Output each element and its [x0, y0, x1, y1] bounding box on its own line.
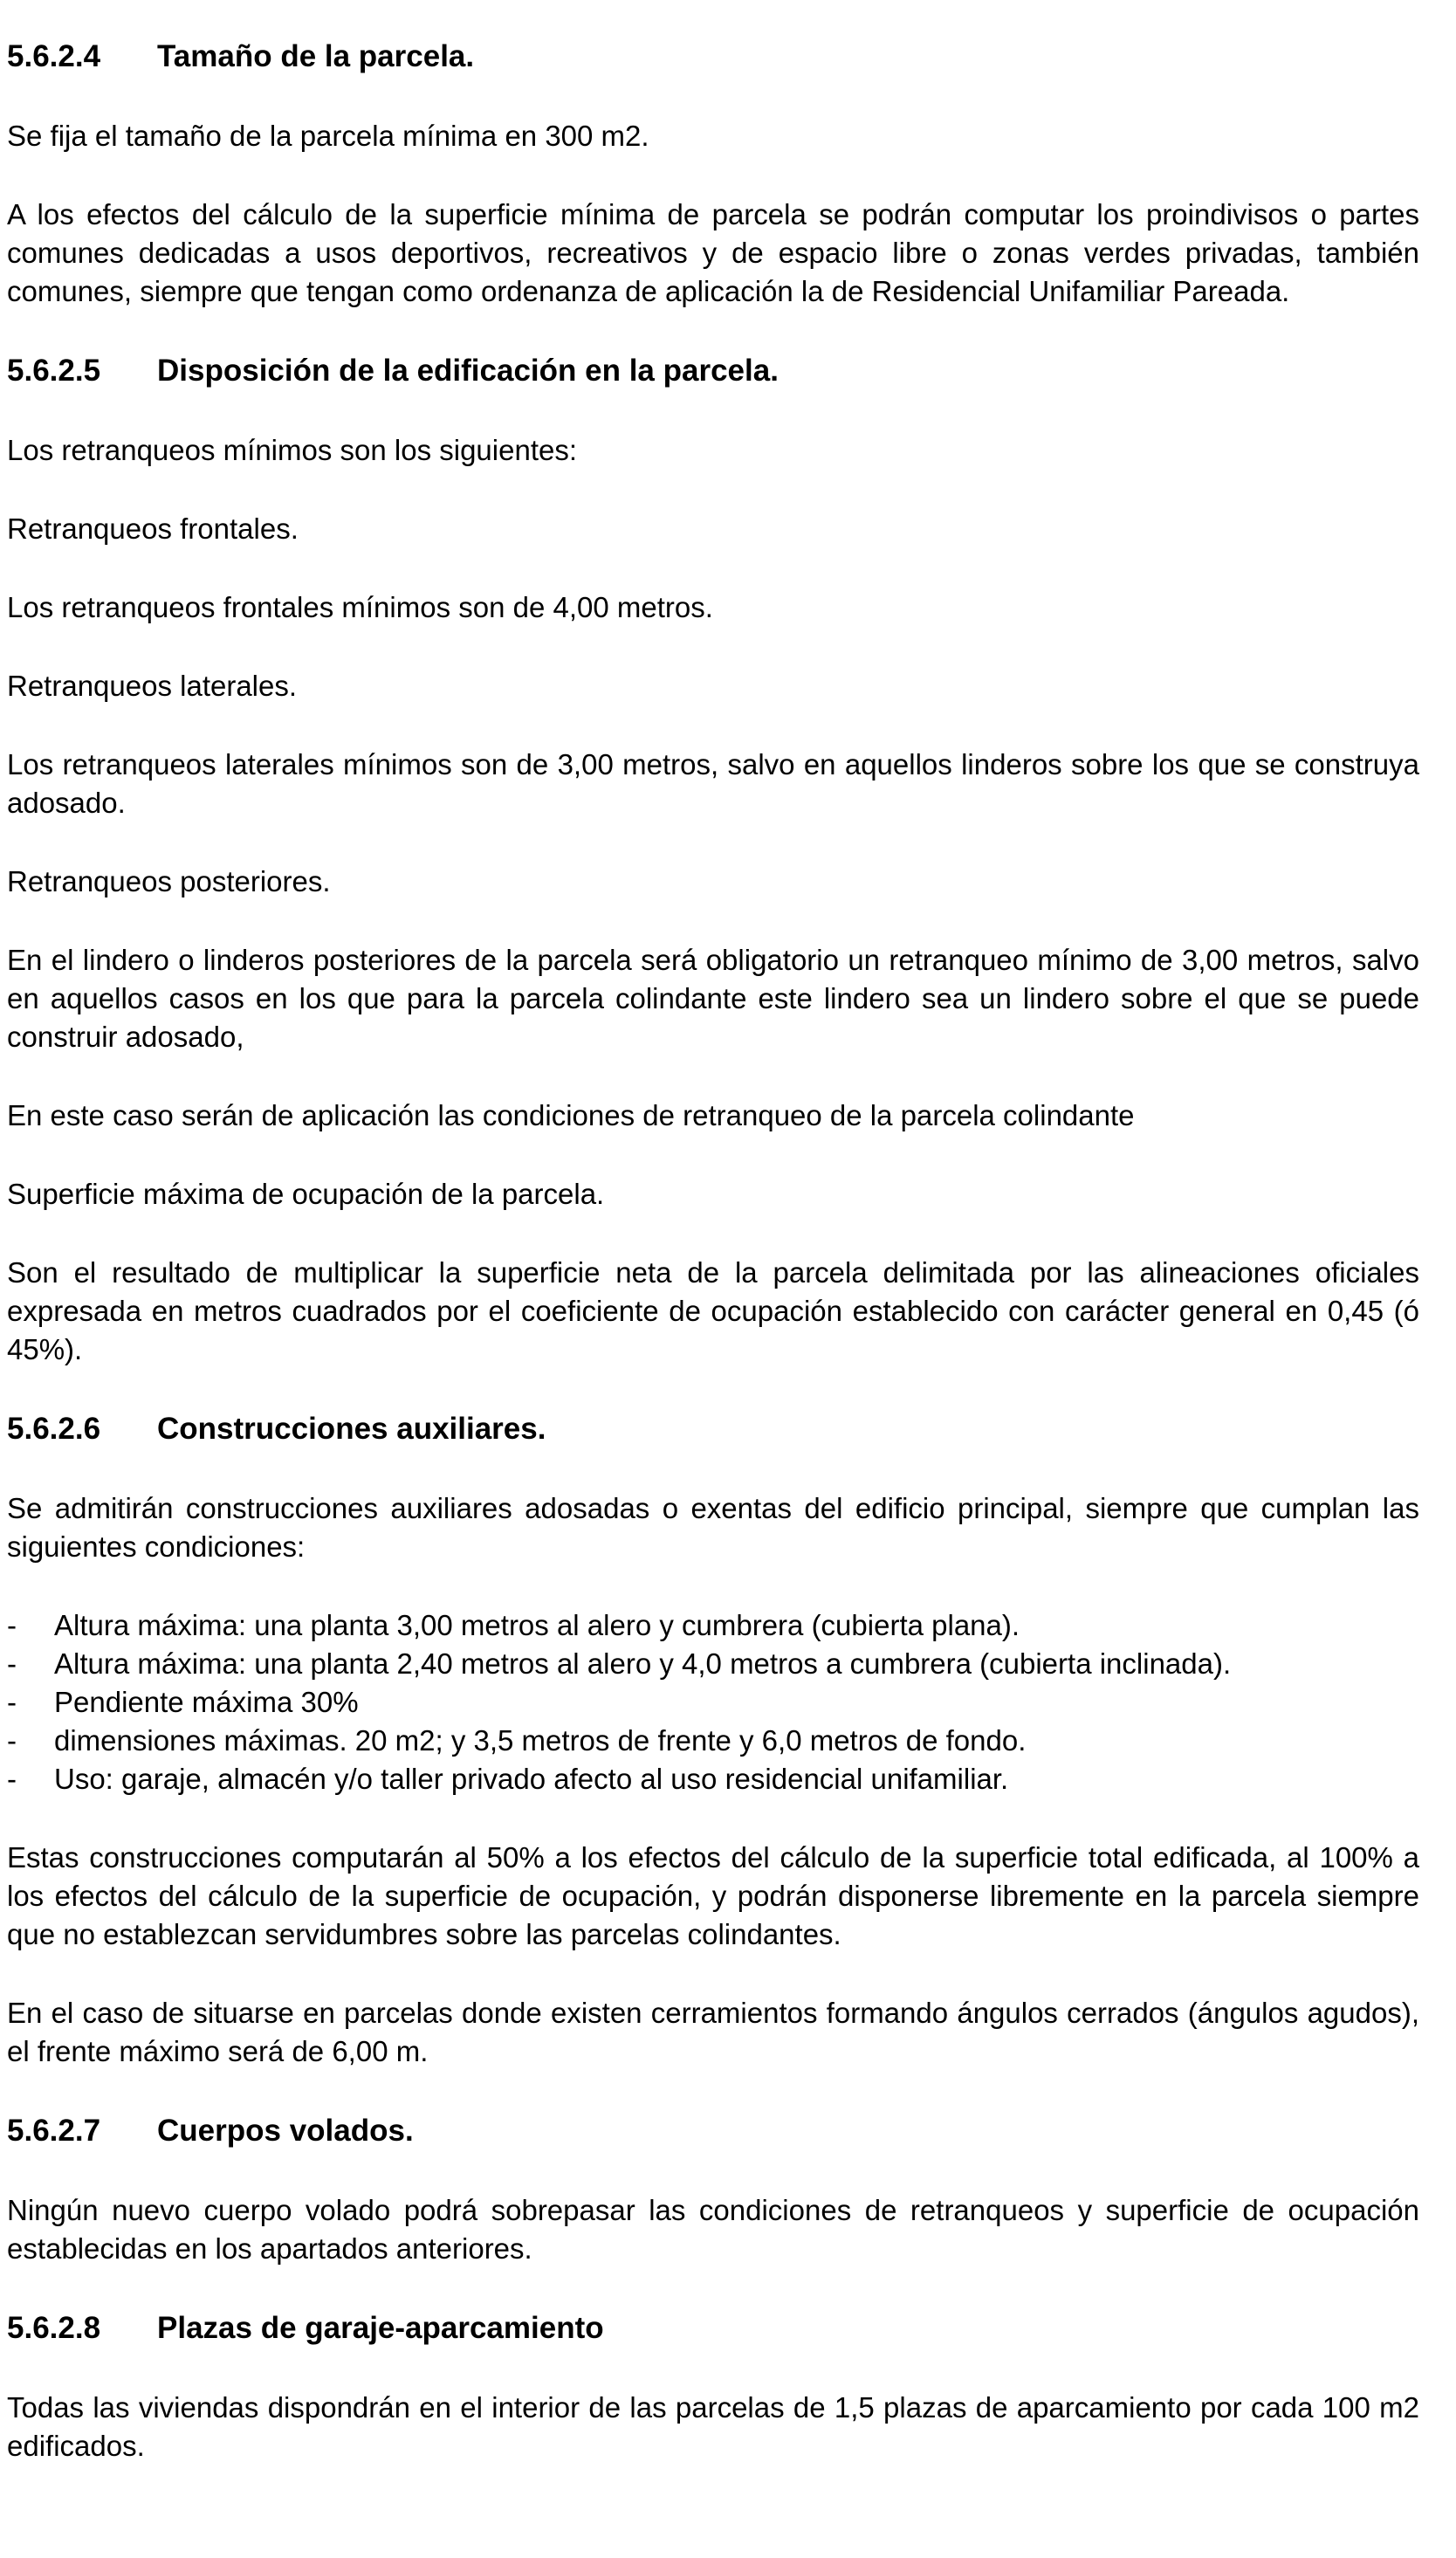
section-heading-5-6-2-5: [7, 351, 1419, 391]
dash-bullet-marker: -: [7, 1686, 17, 1718]
paragraph: En el caso de situarse en parcelas donde existen cerramientos formando ángulos cerrados (ángulos agudos), el frente máximo será de 6,00 m.: [7, 1997, 1419, 2067]
list-item-text: Altura máxima: una planta 3,00 metros al alero y cumbrera (cubierta plana).: [54, 1609, 1020, 1641]
list-item-text: dimensiones máximas. 20 m2; y 3,5 metros de frente y 6,0 metros de fondo.: [54, 1724, 1027, 1757]
section-heading-5-6-2-6: [7, 1409, 1419, 1449]
heading-number: 5.6.2.6: [7, 1412, 101, 1446]
paragraph: Los retranqueos laterales mínimos son de 3,00 metros, salvo en aquellos linderos sobre los que se construya adosado.: [7, 748, 1419, 819]
dash-bullet-marker: -: [7, 1647, 17, 1680]
list-item: [7, 1722, 1419, 1760]
paragraph: Estas construcciones computarán al 50% a los efectos del cálculo de la superficie total edificada, al 100% a los efectos del cálculo de la superficie de ocupación, y podrán disponerse libremente en la parcela siempre que no establezcan servidumbres sobre las parcelas colindantes.: [7, 1841, 1419, 1950]
section-heading-5-6-2-4: [7, 37, 1419, 77]
paragraph: Se fija el tamaño de la parcela mínima en 300 m2.: [7, 120, 649, 152]
paragraph: A los efectos del cálculo de la superficie mínima de parcela se podrán computar los proindivisos o partes comunes dedicadas a usos deportivos, recreativos y de espacio libre o zonas verdes privadas, también comunes, siempre que tengan como ordenanza de aplicación la de Residencial Unifamiliar Pareada.: [7, 198, 1419, 307]
heading-title: Construcciones auxiliares.: [157, 1412, 546, 1446]
heading-number: 5.6.2.8: [7, 2311, 101, 2345]
dash-bullet-marker: -: [7, 1724, 17, 1757]
heading-number: 5.6.2.5: [7, 354, 101, 388]
section-heading-5-6-2-7: [7, 2111, 1419, 2151]
bullet-list: [7, 1606, 1419, 1798]
paragraph: Ningún nuevo cuerpo volado podrá sobrepasar las condiciones de retranqueos y superficie de ocupación establecidas en los apartados anteriores.: [7, 2194, 1419, 2265]
heading-title: Plazas de garaje-aparcamiento: [157, 2311, 604, 2345]
paragraph: Retranqueos posteriores.: [7, 865, 331, 897]
list-item-text: Altura máxima: una planta 2,40 metros al alero y 4,0 metros a cumbrera (cubierta inclinada).: [54, 1647, 1232, 1680]
dash-bullet-marker: -: [7, 1609, 17, 1641]
paragraph: Se admitirán construcciones auxiliares adosadas o exentas del edificio principal, siempre que cumplan las siguientes condiciones:: [7, 1492, 1419, 1563]
paragraph: Son el resultado de multiplicar la superficie neta de la parcela delimitada por las alineaciones oficiales expresada en metros cuadrados por el coeficiente de ocupación establecido con carácter general en 0,45 (ó 45%).: [7, 1256, 1419, 1365]
heading-title: Cuerpos volados.: [157, 2114, 414, 2148]
paragraph: Los retranqueos mínimos son los siguientes:: [7, 434, 578, 466]
paragraph: Retranqueos laterales.: [7, 670, 298, 702]
section-heading-5-6-2-8: [7, 2308, 1419, 2348]
list-item: [7, 1645, 1419, 1683]
paragraph: Superficie máxima de ocupación de la parcela.: [7, 1178, 605, 1210]
dash-bullet-marker: -: [7, 1763, 17, 1795]
list-item: [7, 1606, 1419, 1645]
heading-number: 5.6.2.4: [7, 39, 101, 73]
list-item-text: Pendiente máxima 30%: [54, 1686, 359, 1718]
paragraph: Los retranqueos frontales mínimos son de 4,00 metros.: [7, 591, 713, 623]
paragraph: Todas las viviendas dispondrán en el interior de las parcelas de 1,5 plazas de aparcamiento por cada 100 m2 edificados.: [7, 2391, 1419, 2462]
list-item: [7, 1683, 1419, 1722]
list-item-text: Uso: garaje, almacén y/o taller privado afecto al uso residencial unifamiliar.: [54, 1763, 1009, 1795]
heading-number: 5.6.2.7: [7, 2114, 101, 2148]
paragraph: Retranqueos frontales.: [7, 512, 299, 545]
heading-title: Tamaño de la parcela.: [157, 39, 475, 73]
list-item: [7, 1760, 1419, 1798]
paragraph: En el lindero o linderos posteriores de la parcela será obligatorio un retranqueo mínimo de 3,00 metros, salvo en aquellos casos en los que para la parcela colindante este lindero sea un lindero sobre el que se puede construir adosado,: [7, 944, 1419, 1053]
heading-title: Disposición de la edificación en la parcela.: [157, 354, 779, 388]
paragraph: En este caso serán de aplicación las condiciones de retranqueo de la parcela colindante: [7, 1099, 1135, 1131]
